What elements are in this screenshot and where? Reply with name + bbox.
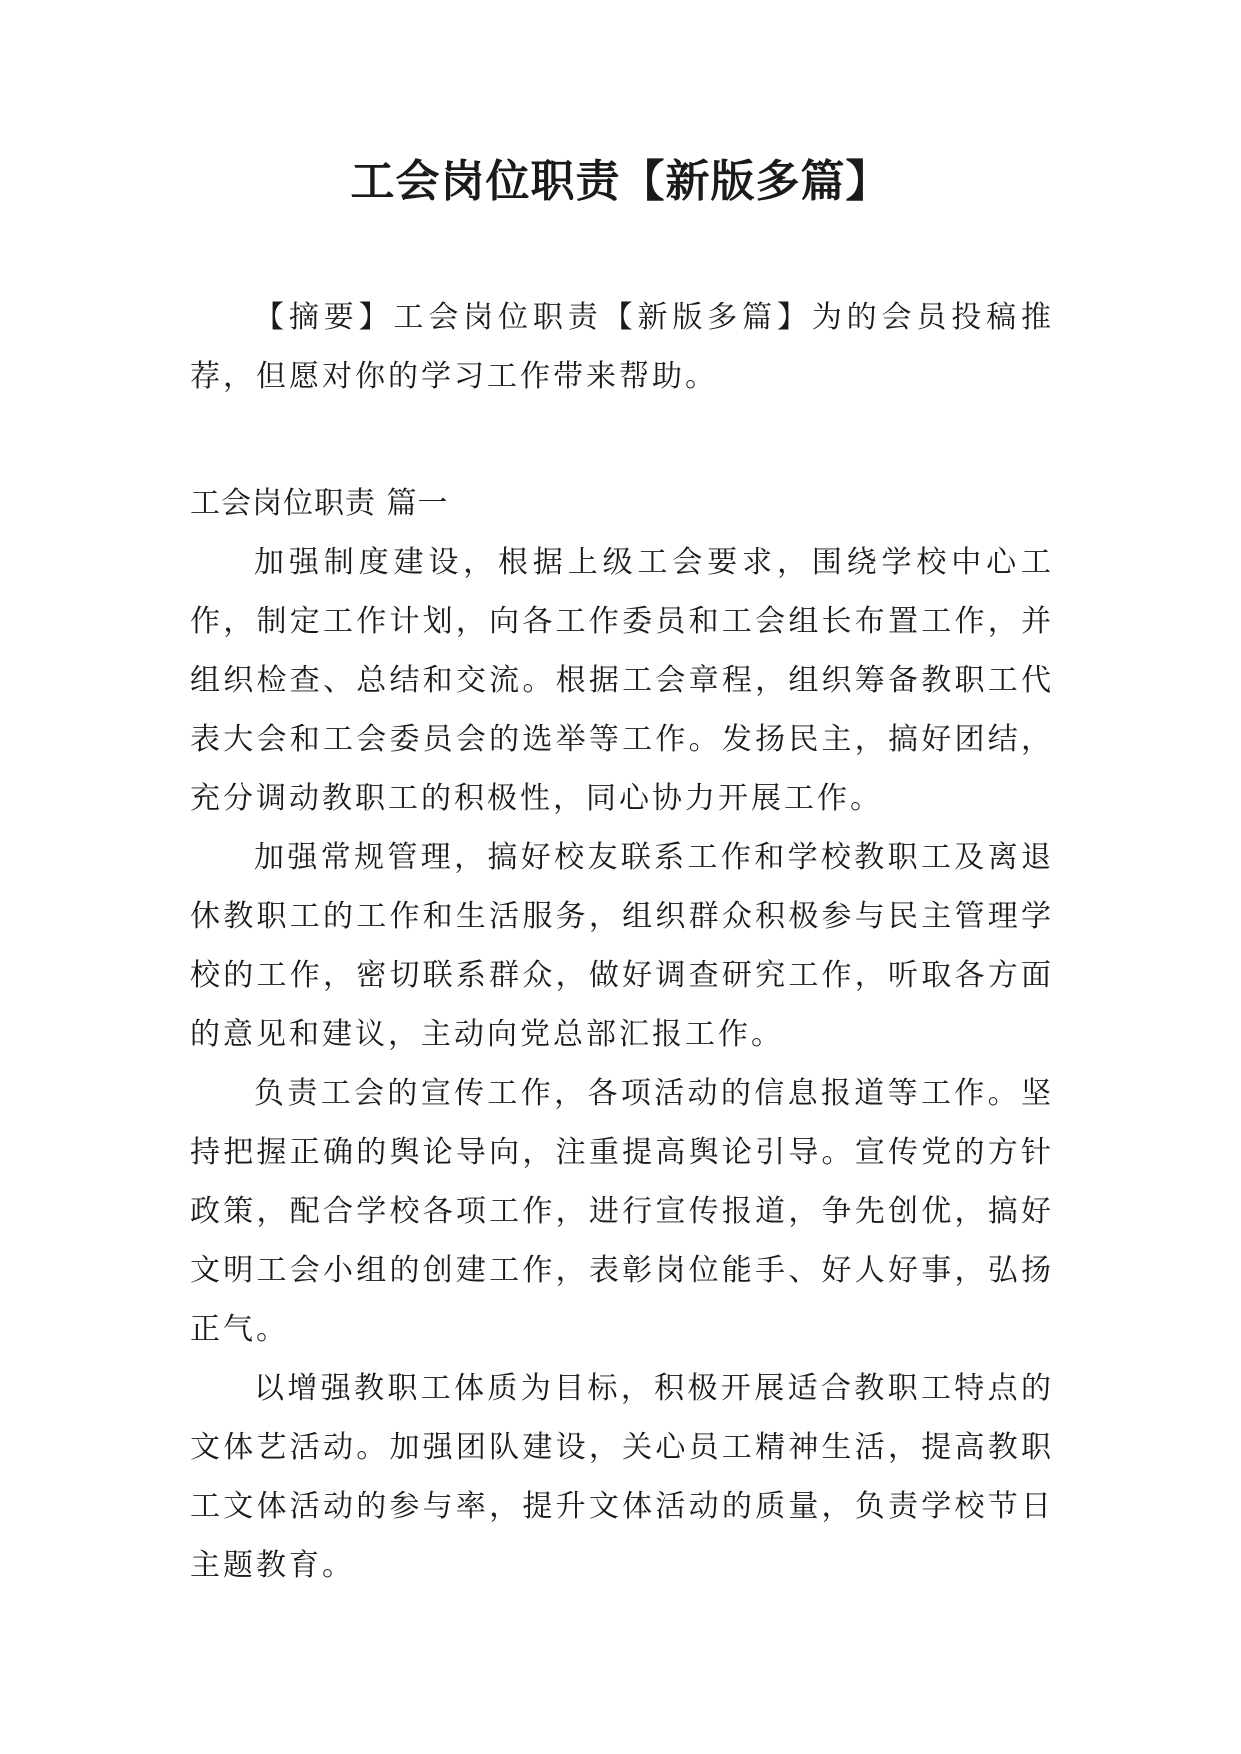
body-paragraph: 负责工会的宣传工作，各项活动的信息报道等工作。坚持把握正确的舆论导向，注重提高舆论引导。宣传党的方针政策，配合学校各项工作，进行宣传报道，争先创优，搞好文明工会小组的创建工作，表彰岗位能手、好人好事，弘扬正气。 — [190, 1076, 1054, 1347]
document-body — [190, 288, 1054, 1595]
body-paragraph: 以增强教职工体质为目标，积极开展适合教职工特点的文体艺活动。加强团队建设，关心员工精神生活，提高教职工文体活动的参与率，提升文体活动的质量，负责学校节日主题教育。 — [190, 1371, 1054, 1583]
section-heading: 工会岗位职责 篇一 — [190, 486, 449, 521]
body-paragraph: 加强制度建设，根据上级工会要求，围绕学校中心工作，制定工作计划，向各工作委员和工会组长布置工作，并组织检查、总结和交流。根据工会章程，组织筹备教职工代表大会和工会委员会的选举等工作。发扬民主，搞好团结，充分调动教职工的积极性，同心协力开展工作。 — [190, 545, 1054, 816]
document-title: 工会岗位职责【新版多篇】 — [350, 156, 891, 207]
summary-paragraph: 【摘要】工会岗位职责【新版多篇】为的会员投稿推荐，但愿对你的学习工作带来帮助。 — [190, 300, 1054, 394]
body-paragraph: 加强常规管理，搞好校友联系工作和学校教职工及离退休教职工的工作和生活服务，组织群众积极参与民主管理学校的工作，密切联系群众，做好调查研究工作，听取各方面的意见和建议，主动向党总部汇报工作。 — [190, 840, 1054, 1052]
